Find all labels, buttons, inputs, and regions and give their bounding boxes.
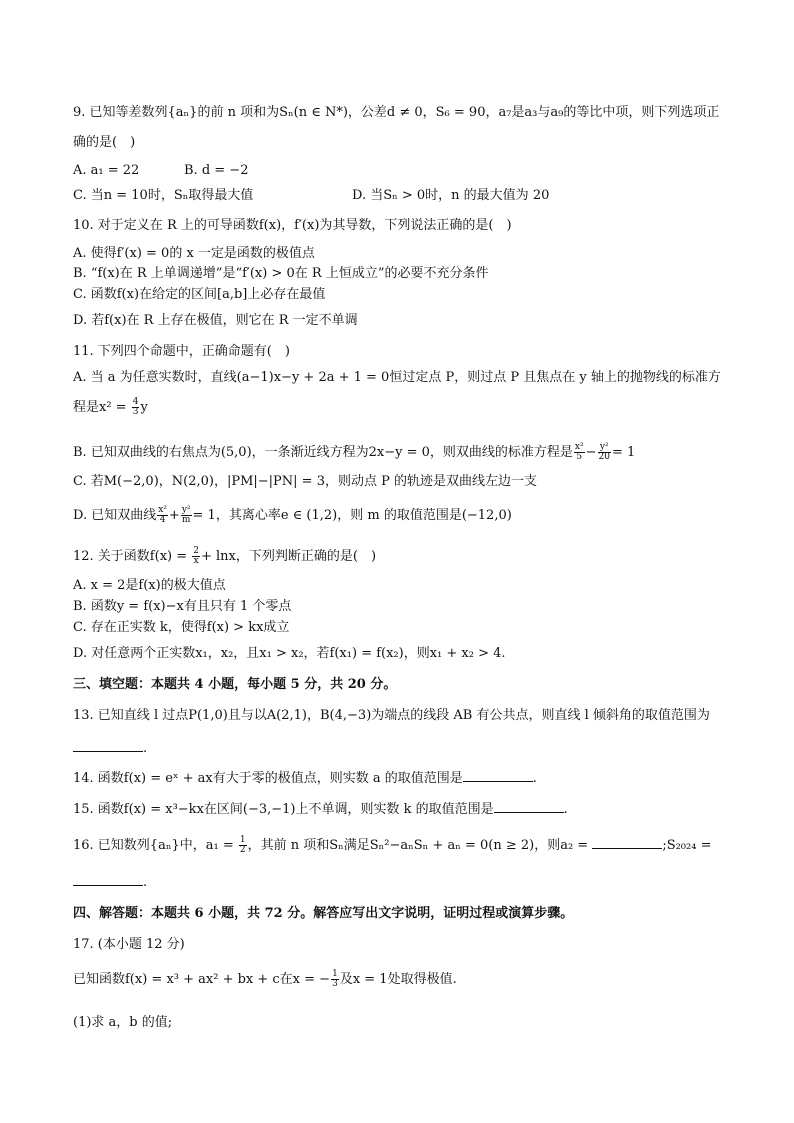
q9-stem-cont: 确的是( ) — [73, 135, 136, 150]
frac-num: x² — [574, 442, 584, 452]
plus-sign: + — [168, 508, 180, 523]
answer-blank — [73, 739, 143, 752]
answer-blank — [494, 800, 564, 813]
q12-text: 12. 关于函数f(x) = — [73, 549, 192, 564]
frac-den: 2 — [239, 845, 246, 855]
fraction-x2-4 — [157, 506, 168, 525]
answer-blank — [592, 836, 662, 849]
q16-text: 16. 已知数列{aₙ}中，a₁ = — [73, 838, 238, 853]
q10-option-b: B. “f(x)在 R 上单调递增”是“f′(x) > 0在 R 上恒成立”的必要不充分条件 — [73, 266, 489, 281]
frac-den: x — [193, 556, 199, 566]
q17-tail: 及x = 1处取得极值. — [339, 972, 457, 987]
q11-b-tail: = 1 — [611, 445, 636, 460]
q11-d-text: D. 已知双曲线 — [73, 508, 157, 523]
q9-option-c: C. 当n = 10时，Sₙ取得最大值 — [73, 188, 254, 203]
q10-option-a: A. 使得f′(x) = 0的 x 一定是函数的极值点 — [73, 246, 315, 261]
q12-stem — [73, 547, 376, 566]
frac-num: x² — [158, 505, 167, 515]
q11-d-tail: = 1，其离心率e ∈ (1,2)，则 m 的取值范围是(−12,0) — [192, 508, 512, 523]
fraction-y2-m — [181, 506, 192, 525]
q15-text: 15. 函数f(x) = x³−kx在区间(−3,−1)上不单调，则实数 k 的取值范围是 — [73, 802, 494, 817]
fraction-x2-5 — [574, 443, 585, 462]
frac-den: 3 — [332, 979, 338, 989]
period: . — [143, 741, 148, 756]
q14-text: 14. 函数f(x) = eˣ + ax有大于零的极值点，则实数 a 的取值范围是 — [73, 771, 463, 786]
frac-num: 1 — [239, 835, 246, 845]
q11-option-a: A. 当 a 为任意实数时，直线(a−1)x−y + 2a + 1 = 0恒过定点 P，则过点 P 且焦点在 y 轴上的抛物线的标准方 — [73, 370, 721, 385]
q12-tail: + lnx，下列判断正确的是( ) — [201, 549, 377, 564]
frac-den: 3 — [132, 407, 139, 417]
frac-num: 2 — [193, 546, 199, 556]
q16-answer-line — [73, 873, 147, 892]
q13-stem: 13. 已知直线 l 过点P(1,0)且与以A(2,1)，B(4,−3)为端点的线段 AB 有公共点，则直线 l 倾斜角的取值范围为 — [73, 708, 710, 723]
q14-stem — [73, 769, 537, 788]
q9-option-a: A. a₁ = 22 — [73, 163, 140, 178]
q13-answer-line — [73, 739, 147, 758]
q16-mid2: ;S₂₀₂₄ = — [662, 838, 712, 853]
q9-stem: 9. 已知等差数列{aₙ}的前 n 项和为Sₙ(n ∈ N*)，公差d ≠ 0，S₆ = 90，a₇是a₃与a₉的等比中项，则下列选项正 — [73, 105, 720, 120]
q11-b-text: B. 已知双曲线的右焦点为(5,0)，一条渐近线方程为2x−y = 0，则双曲线的标准方程是 — [73, 445, 573, 460]
frac-den: 4 — [159, 515, 166, 525]
fraction-1-3 — [331, 970, 339, 989]
frac-num: y² — [181, 505, 191, 515]
q9-option-b: B. d = −2 — [184, 163, 249, 178]
frac-num: 4 — [132, 397, 139, 407]
frac-num: y² — [598, 443, 611, 453]
period: . — [143, 875, 148, 890]
q11-option-d — [73, 506, 512, 525]
answer-blank — [73, 873, 143, 886]
frac-den: 5 — [576, 452, 583, 462]
section-answer-title: 四、解答题：本题共 6 小题，共 72 分。解答应写出文字说明，证明过程或演算步骤。 — [73, 906, 574, 921]
q15-stem — [73, 800, 568, 819]
q9-option-d: D. 当Sₙ > 0时，n 的最大值为 20 — [352, 188, 550, 203]
period: . — [563, 802, 568, 817]
q17-text: 已知函数f(x) = x³ + ax² + bx + c在x = − — [73, 972, 331, 987]
frac-num: 1 — [332, 969, 338, 979]
answer-blank — [463, 769, 533, 782]
period: . — [532, 771, 537, 786]
q10-option-d: D. 若f(x)在 R 上存在极值，则它在 R 一定不单调 — [73, 313, 358, 328]
fraction-1-2 — [239, 836, 247, 855]
q10-stem: 10. 对于定义在 R 上的可导函数f(x)，f′(x)为其导数，下列说法正确的是( ) — [73, 218, 512, 233]
q11-a-tail: y — [140, 400, 148, 415]
q11-option-c: C. 若M(−2,0)，N(2,0)，|PM|−|PN| = 3，则动点 P 的轨迹是双曲线左边一支 — [73, 474, 537, 489]
q10-option-c: C. 函数f(x)在给定的区间[a,b]上必存在最值 — [73, 287, 326, 302]
fraction-2-x — [192, 547, 200, 566]
q11-a-text: 程是x² = — [73, 400, 131, 415]
q11-option-b — [73, 443, 635, 462]
q12-option-d: D. 对任意两个正实数x₁，x₂，且x₁ > x₂，若f(x₁) = f(x₂)，则x₁ + x₂ > 4. — [73, 646, 506, 661]
q11-option-a-cont — [73, 398, 148, 417]
q12-option-b: B. 函数y = f(x)−x有且只有 1 个零点 — [73, 599, 292, 614]
q12-option-a: A. x = 2是f(x)的极大值点 — [73, 578, 226, 593]
q17-stem — [73, 970, 457, 989]
fraction-4-3 — [132, 398, 140, 417]
frac-den: m — [181, 515, 191, 525]
q17-part1: (1)求 a，b 的值; — [73, 1015, 173, 1030]
minus-sign: − — [585, 445, 597, 460]
frac-den: 20 — [598, 452, 610, 462]
section-fill-in-title: 三、填空题：本题共 4 小题，每小题 5 分，共 20 分。 — [73, 677, 397, 692]
q11-stem: 11. 下列四个命题中，正确命题有( ) — [73, 344, 290, 359]
q16-stem — [73, 836, 711, 855]
q12-option-c: C. 存在正实数 k，使得f(x) > kx成立 — [73, 620, 290, 635]
q16-mid: ，其前 n 项和Sₙ满足Sₙ²−aₙSₙ + aₙ = 0(n ≥ 2)，则a₂ = — [247, 838, 593, 853]
q17-header: 17. (本小题 12 分) — [73, 937, 185, 952]
fraction-y2-20 — [598, 443, 611, 462]
